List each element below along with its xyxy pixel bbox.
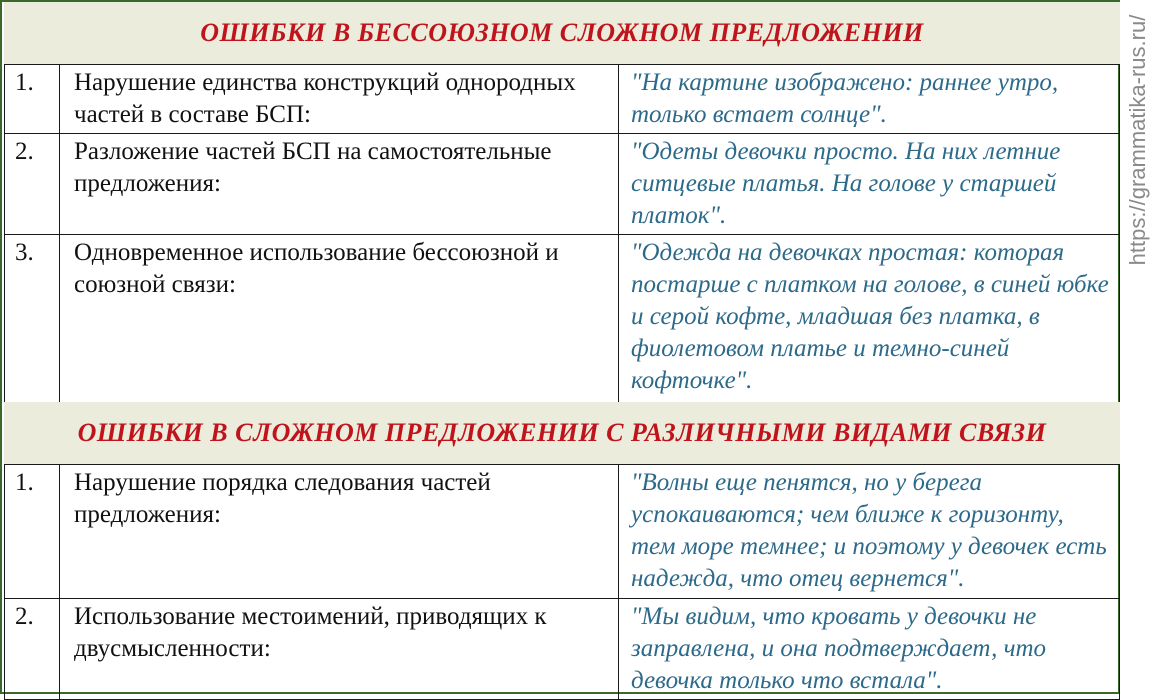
error-description: Использование местоимений, приводящих к двусмысленности: bbox=[60, 599, 619, 700]
table-row bbox=[5, 465, 1120, 599]
error-description: Разложение частей БСП на самостоятельные предложения: bbox=[60, 134, 619, 235]
table-row bbox=[5, 134, 1120, 235]
watermark-text: https://grammatika-rus.ru/ bbox=[1125, 14, 1150, 266]
error-description: Нарушение порядка следования частей предложения: bbox=[60, 465, 619, 599]
error-description: Нарушение единства конструкций однородных частей в составе БСП: bbox=[60, 65, 619, 134]
errors-table-asyndetic bbox=[4, 64, 1120, 403]
error-example: "Мы видим, что кровать у девочки не заправлена, и она подтверждает, что девочка только что встала". bbox=[619, 599, 1120, 700]
section-title-mixed-connection: ОШИБКИ В СЛОЖНОМ ПРЕДЛОЖЕНИИ С РАЗЛИЧНЫМИ ВИДАМИ СВЯЗИ bbox=[4, 402, 1120, 464]
row-number: 1. bbox=[5, 65, 60, 134]
row-number: 2. bbox=[5, 134, 60, 235]
site-watermark bbox=[1124, 0, 1152, 280]
error-example: "На картине изображено: раннее утро, только встает солнце". bbox=[619, 65, 1120, 134]
section-title-asyndetic: ОШИБКИ В БЕССОЮЗНОМ СЛОЖНОМ ПРЕДЛОЖЕНИИ bbox=[4, 2, 1120, 64]
table-row bbox=[5, 235, 1120, 403]
row-number: 3. bbox=[5, 235, 60, 403]
error-example: "Одеты девочки просто. На них летние ситцевые платья. На голове у старшей платок". bbox=[619, 134, 1120, 235]
error-example: "Волны еще пенятся, но у берега успокаиваются; чем ближе к горизонту, тем море темнее; и поэтому у девочек есть надежда, что отец вернется". bbox=[619, 465, 1120, 599]
row-number: 1. bbox=[5, 465, 60, 599]
error-example: "Одежда на девочках простая: которая постарше с платком на голове, в синей юбке и серой кофте, младшая без платка, в фиолетовом платье и темно-синей кофточке". bbox=[619, 235, 1120, 403]
error-description: Одновременное использование бессоюзной и союзной связи: bbox=[60, 235, 619, 403]
errors-table-mixed-connection bbox=[4, 464, 1120, 700]
row-number: 2. bbox=[5, 599, 60, 700]
table-row bbox=[5, 599, 1120, 700]
table-row bbox=[5, 65, 1120, 134]
